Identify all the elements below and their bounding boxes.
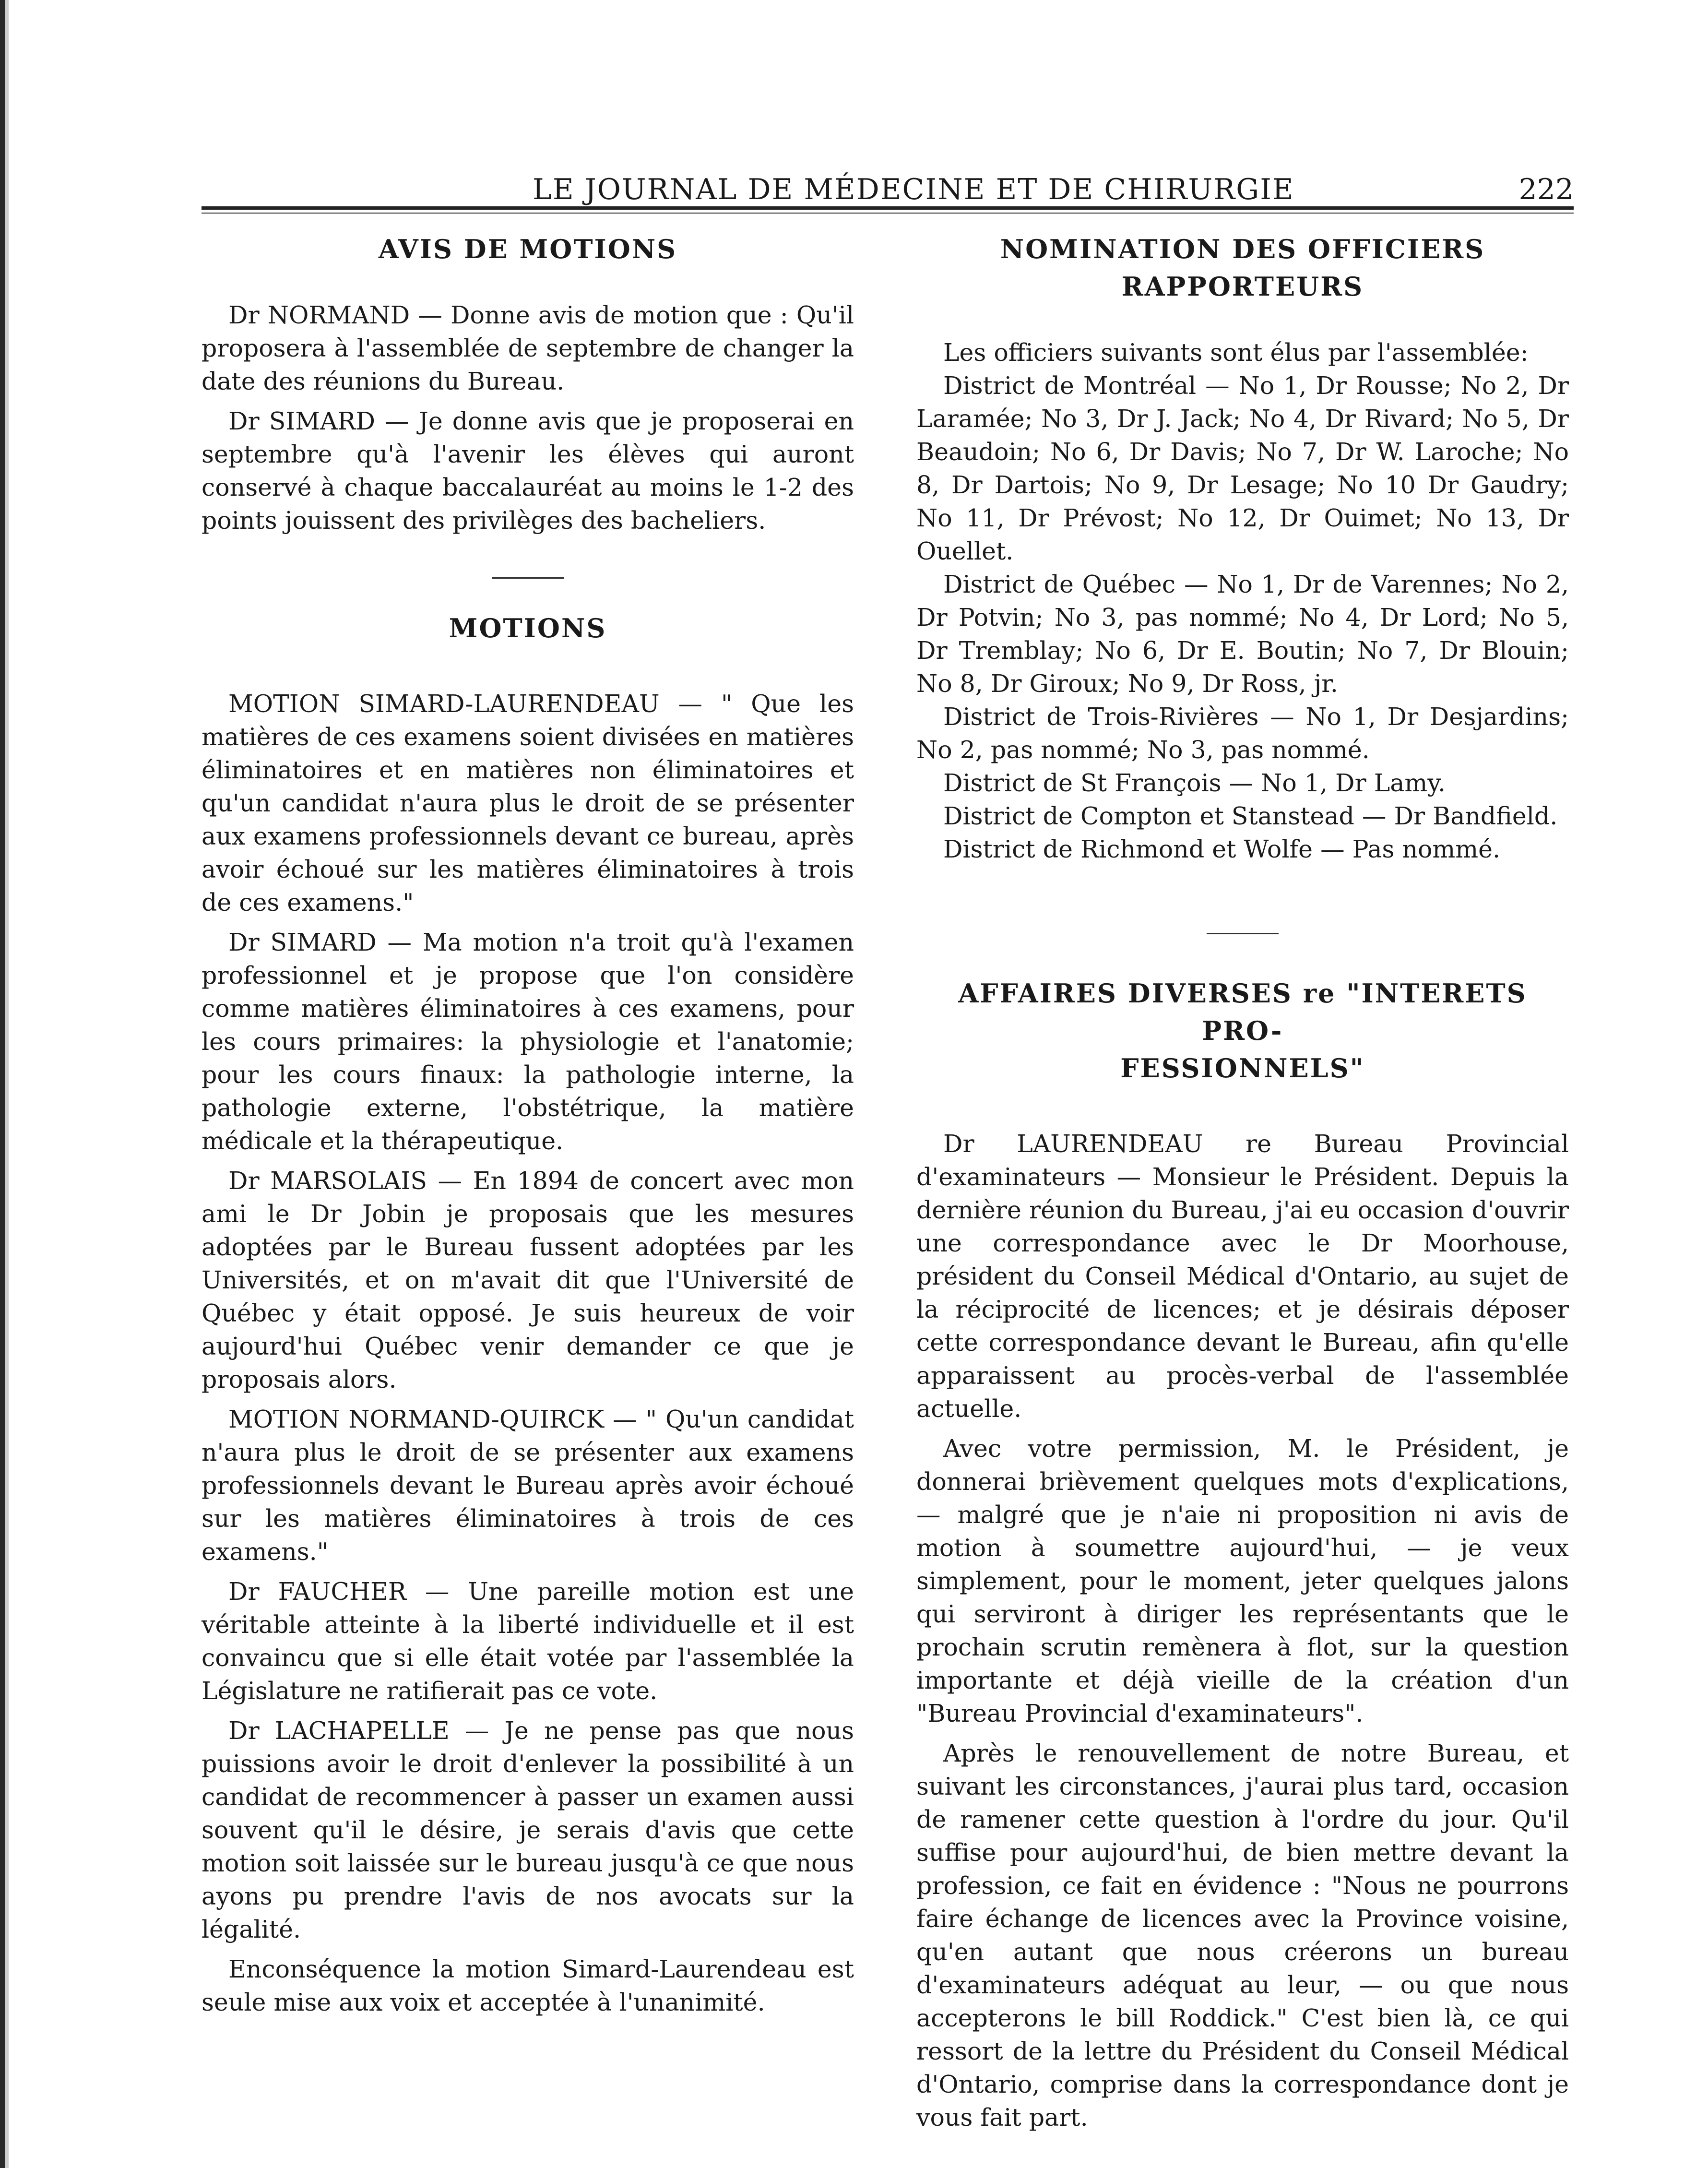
nomination-line: District de Montréal — No 1, Dr Rousse; No 2, Dr Laramée; No 3, Dr J. Jack; No 4, Dr Rivard; No 5, Dr Beaudoin; No 6, Dr Davis; No 7, Dr W. Laroche; No 8, Dr Dartois; No 9, Dr Lesage; No 10 Dr Gaudry; No 11, Dr Prévost; No 12, Dr Ouimet; No 13, Dr Ouellet. xyxy=(916,371,1569,565)
motion-paragraph: Dr LACHAPELLE — Je ne pense pas que nous puissions avoir le droit d'enlever la possibilité à un candidat de recommencer à passer un examen aussi souvent qu'il le désire, je serais d'avis que cette motion soit laissée sur le bureau jusqu'à ce que nous ayons pu prendre l'avis de nos avocats sur la légalité. xyxy=(202,1716,854,1943)
avis-de-motions-heading: AVIS DE MOTIONS xyxy=(378,234,677,264)
motion-paragraph: Enconséquence la motion Simard-Laurendeau est seule mise aux voix et acceptée à l'unanimité. xyxy=(202,1955,854,2016)
motion-paragraph: Dr MARSOLAIS — En 1894 de concert avec mon ami le Dr Jobin je proposais que les mesures adoptées par le Bureau fussent adoptées par les Universités, et on m'avait dit que l'Université de Québec y était opposé. Je suis heureux de voir aujourd'hui Québec venir demander ce que je proposais alors. xyxy=(202,1167,854,1394)
page-number: 222 xyxy=(1518,173,1574,206)
avis-paragraph: Dr NORMAND — Donne avis de motion que : Qu'il proposera à l'assemblée de septembre de changer la date des réunions du Bureau. xyxy=(202,301,854,395)
header-rule-thin xyxy=(202,213,1574,214)
affaires-paragraph: Avec votre permission, M. le Président, je donnerai brièvement quelques mots d'explications, — malgré que je n'aie ni proposition ni avis de motion à soumettre aujourd'hui, — je veux simplement, pour le moment, jeter quelques jalons qui serviront à diriger les représentants que le prochain scrutin remènera à flot, sur la question importante et déjà vieille de la création d'un "Bureau Provincial d'examinateurs". xyxy=(916,1434,1569,1727)
affaires-paragraph: Après le renouvellement de notre Bureau, et suivant les circonstances, j'aurai plus tard, occasion de ramener cette question à l'ordre du jour. Qu'il suffise pour aujourd'hui, de bien mettre devant la profession, ce fait en évidence : "Nous ne pourrons faire échange de licences avec la Province voisine, qu'en autant que nous créerons un bureau d'examinateurs adéquat au leur, — ou que nous accepterons le bill Roddick." C'est bien là, ce qui ressort de la lettre du Président du Conseil Médical d'Ontario, comprise dans la correspondance dont je vous fait part. xyxy=(916,1739,1569,2132)
motions-heading: MOTIONS xyxy=(449,613,607,643)
motion-paragraph: Dr SIMARD — Ma motion n'a troit qu'à l'examen professionnel et je propose que l'on considère comme matières éliminatoires à ces examens, pour les cours primaires: la physiologie et l'anatomie; pour les cours finaux: la pathologie interne, la pathologie externe, l'obstétrique, la matière médicale et la thérapeutique. xyxy=(202,928,854,1155)
affaires-heading-line-1: AFFAIRES DIVERSES re "INTERETS PRO- xyxy=(958,978,1527,1046)
motion-paragraph: MOTION SIMARD-LAURENDEAU — " Que les matières de ces examens soient divisées en matières éliminatoires et en matières non éliminatoires et qu'un candidat n'aura plus le droit de se présenter aux examens professionnels devant ce bureau, après avoir échoué sur les matières éliminatoires à trois de ces examens." xyxy=(202,690,854,917)
running-header xyxy=(202,173,1574,211)
nomination-line: District de Trois-Rivières — No 1, Dr Desjardins; No 2, pas nommé; No 3, pas nommé. xyxy=(916,703,1569,764)
scan-edge xyxy=(0,0,9,2168)
motion-paragraph: MOTION NORMAND-QUIRCK — " Qu'un candidat n'aura plus le droit de se présenter aux examens professionnels devant le Bureau après avoir échoué sur les matières éliminatoires à trois de ces examens." xyxy=(202,1405,854,1566)
affaires-diverses-heading xyxy=(916,975,1569,1087)
avis-paragraph: Dr SIMARD — Je donne avis que je proposerai en septembre qu'à l'avenir les élèves qui auront conservé à chaque baccalauréat au moins le 1-2 des points jouissent des privilèges des bacheliers. xyxy=(202,407,854,535)
affaires-paragraph: Dr LAURENDEAU re Bureau Provincial d'examinateurs — Monsieur le Président. Depuis la dernière réunion du Bureau, j'ai eu occasion d'ouvrir une correspondance avec le Dr Moorhouse, président du Conseil Médical d'Ontario, au sujet de la réciprocité de licences; et je désirais déposer cette correspondance devant le Bureau, afin qu'elle apparaissent au procès-verbal de l'assemblée actuelle. xyxy=(916,1130,1569,1423)
affaires-heading-line-2: FESSIONNELS" xyxy=(1120,1053,1365,1084)
nomination-line: District de Compton et Stanstead — Dr Bandfield. xyxy=(943,802,1558,830)
journal-title: LE JOURNAL DE MÉDECINE ET DE CHIRURGIE xyxy=(533,173,1294,206)
left-column xyxy=(202,230,854,2019)
motion-paragraph: Dr FAUCHER — Une pareille motion est une véritable atteinte à la liberté individuelle et il est convaincu que si elle était votée par l'assemblée la Législature ne ratifierait pas ce vote. xyxy=(202,1577,854,1705)
nomination-line: District de Richmond et Wolfe — Pas nommé. xyxy=(943,835,1501,863)
header-rule-thick xyxy=(202,206,1574,210)
nomination-heading: NOMINATION DES OFFICIERS RAPPORTEURS xyxy=(1000,234,1485,302)
nomination-line: Les officiers suivants sont élus par l'assemblée: xyxy=(943,338,1529,367)
nomination-line: District de Québec — No 1, Dr de Varennes; No 2, Dr Potvin; No 3, pas nommé; No 4, Dr Lord; No 5, Dr Tremblay; No 6, Dr E. Boutin; No 7, Dr Blouin; No 8, Dr Giroux; No 9, Dr Ross, jr. xyxy=(916,570,1569,698)
right-column xyxy=(916,230,1569,2134)
nomination-line: District de St François — No 1, Dr Lamy. xyxy=(943,769,1446,797)
